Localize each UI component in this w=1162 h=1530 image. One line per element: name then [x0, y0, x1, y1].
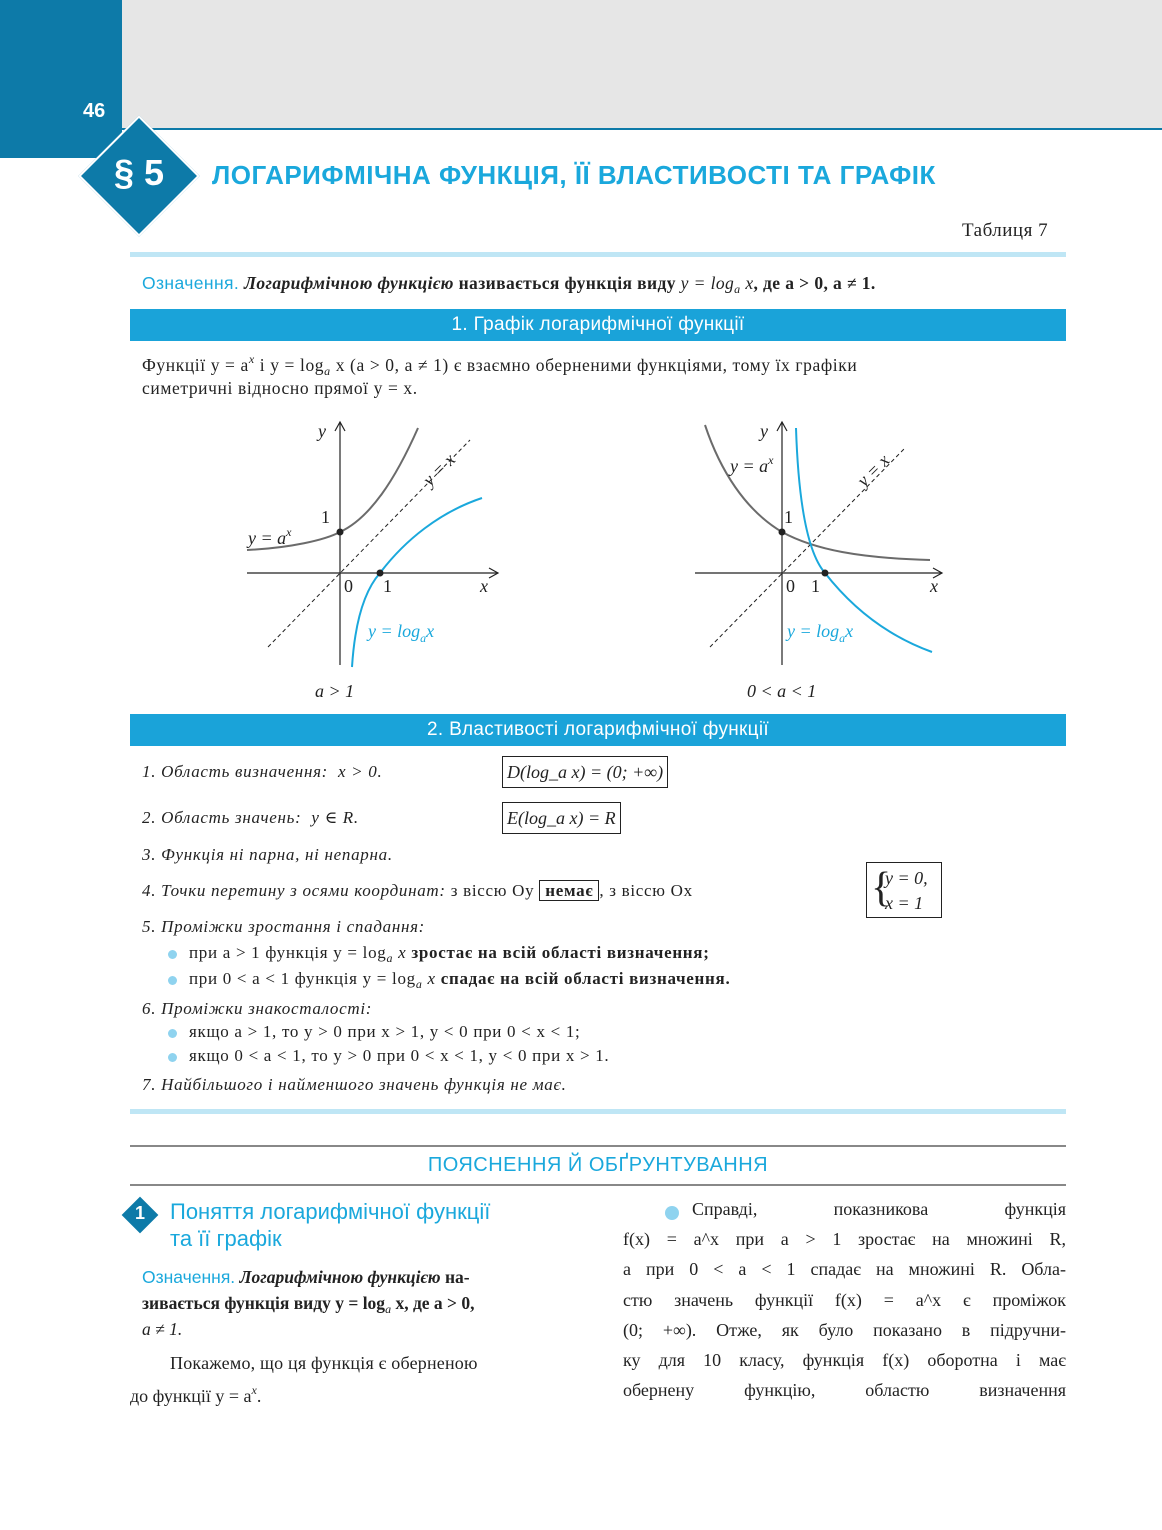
definition-text: називається функція виду: [458, 273, 676, 293]
x-axis-label: x: [930, 576, 938, 596]
left-def-line-1: Означення. Логарифмічною функцією на-: [142, 1267, 470, 1287]
log-label: $y = \log_ax$: [787, 621, 854, 645]
diag-label: y = x: [418, 449, 460, 490]
page-corner-block: [0, 0, 122, 158]
property-7: 7. Найбільшого і найменшого значень функція не має.: [142, 1075, 567, 1094]
graph-left: [230, 410, 520, 710]
bullet-icon: [168, 1029, 177, 1038]
explain-rule-top: [130, 1145, 1066, 1147]
property-6-bullet-1: якщо a > 1, то y > 0 при x > 1, y < 0 при 0 < x < 1;: [168, 1022, 580, 1042]
point-1-0: [822, 570, 829, 577]
section1-line1: Функції $y = a^x$ і $y = \log_a x$ (a > 0, a ≠ 1) є взаємно оберненими функціями, тому їх графіки: [142, 352, 858, 378]
section-mark: § 5: [113, 152, 165, 193]
caption: 0 < a < 1: [747, 681, 817, 701]
diag-label: y = x: [852, 450, 894, 491]
system-brace: {: [871, 865, 892, 911]
definition-line: [142, 273, 876, 297]
one-x-label: 1: [811, 576, 820, 596]
origin-label: 0: [344, 576, 353, 596]
show-line-1: Покажемо, що ця функція є оберненою: [170, 1353, 478, 1373]
definition-formula: $y = \log_a x$: [680, 273, 754, 296]
right-line-3: а при 0 < a < 1 спадає на множині R. Обла-: [623, 1259, 1066, 1279]
log-curve: [796, 428, 932, 652]
page-number: 46: [83, 100, 106, 122]
system-eq2: x = 1: [885, 893, 924, 913]
page-title: ЛОГАРИФМІЧНА ФУНКЦІЯ, ЇЇ ВЛАСТИВОСТІ ТА ГРАФІК: [212, 160, 936, 190]
origin-label: 0: [786, 576, 795, 596]
bullet-icon: [168, 950, 177, 959]
caption: a > 1: [315, 681, 355, 701]
definition-term: Логарифмічною функцією: [243, 273, 454, 293]
property-5-bullet-1: при a > 1 функція $y = \log_a x$ зростає на всій області визначення;: [168, 943, 710, 966]
header-background: [0, 0, 1162, 130]
table-top-rule: [130, 252, 1066, 257]
one-y-label: 1: [321, 507, 330, 527]
show-line-2: до функції $y = a^x$.: [130, 1383, 262, 1406]
right-line-2: f(x) = a^x при a > 1 зростає на множині R,: [623, 1229, 1066, 1249]
one-y-label: 1: [784, 507, 793, 527]
section1-line2: симетричні відносно прямої y = x.: [142, 378, 418, 398]
property-2: 2. Область значень: y ∈ R.: [142, 808, 359, 827]
number-label: 1: [134, 1203, 145, 1223]
property-6: 6. Проміжки знакосталості:: [142, 999, 373, 1018]
header-rule: [120, 128, 1162, 130]
x-axis-label: x: [480, 576, 488, 596]
point-0-1: [337, 529, 344, 536]
property-1: 1. Область визначення: x > 0.: [142, 762, 383, 781]
log-label: $y = \log_ax$: [368, 621, 435, 645]
explain-rule-bottom: [130, 1184, 1066, 1186]
graph-right: [680, 410, 970, 710]
property-2-box: E(log_a x) = R: [502, 802, 621, 834]
property-5: 5. Проміжки зростання і спадання:: [142, 917, 426, 936]
right-column-bullet-icon: [665, 1206, 679, 1220]
subheading-line-1: Поняття логарифмічної функції: [170, 1199, 491, 1224]
property-4: 4. Точки перетину з осями координат: з віссю Oy немає , з віссю Ox: [142, 881, 693, 900]
right-line-1: Справді, показникова функція: [692, 1199, 1066, 1219]
definition-tail: , де a > 0, a ≠ 1.: [753, 273, 876, 293]
section2-bar: 2. Властивості логарифмічної функції: [130, 714, 1066, 746]
system-eq1: y = 0,: [885, 868, 928, 888]
one-x-label: 1: [383, 576, 392, 596]
property-6-bullet-2: якщо 0 < a < 1, то y > 0 при 0 < x < 1, y < 0 при x > 1.: [168, 1046, 609, 1066]
y-axis-label: y: [318, 421, 326, 441]
exp-curve: [705, 425, 930, 560]
table-label: Таблиця 7: [962, 220, 1049, 241]
bullet-icon: [168, 976, 177, 985]
definition-label: Означення.: [142, 273, 240, 293]
property-4-system: [866, 862, 942, 918]
section1-bar: 1. Графік логарифмічної функції: [130, 309, 1066, 341]
bullet-icon: [168, 1053, 177, 1062]
exp-label: $y = a^x$: [248, 525, 292, 548]
property-4-box: немає: [539, 880, 599, 901]
property-1-box: D(log_a x) = (0; +∞): [502, 756, 668, 788]
right-line-5: (0; +∞). Отже, як було показано в підручни-: [623, 1320, 1066, 1340]
left-def-line-3: a ≠ 1.: [142, 1319, 183, 1339]
property-5-bullet-2: при 0 < a < 1 функція $y = \log_a x$ спадає на всій області визначення.: [168, 969, 730, 992]
explain-heading: ПОЯСНЕННЯ Й ОБҐРУНТУВАННЯ: [427, 1154, 769, 1176]
subheading-line-2: та її графік: [170, 1226, 282, 1251]
right-line-7: обернену функцію, областю визначення: [623, 1380, 1066, 1400]
point-0-1: [779, 529, 786, 536]
right-line-4: стю значень функції f(x) = a^x є проміжок: [623, 1290, 1066, 1310]
table-bottom-rule: [130, 1109, 1066, 1114]
y-axis-label: y: [760, 421, 768, 441]
property-3: 3. Функція ні парна, ні непарна.: [142, 845, 393, 864]
left-def-line-2: зивається функція виду $y = \log_a x$, де a > 0,: [142, 1293, 475, 1316]
log-curve: [352, 498, 482, 667]
right-line-6: ку для 10 класу, функція f(x) оборотна і має: [623, 1350, 1066, 1370]
exp-label: $y = a^x$: [730, 453, 774, 476]
